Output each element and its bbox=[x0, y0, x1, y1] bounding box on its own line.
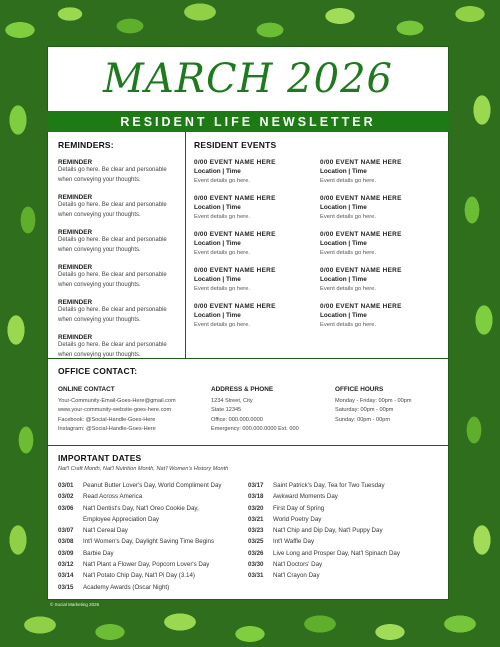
reminder-details: Details go here. Be clear and personable when conveying your thoughts. bbox=[58, 272, 167, 288]
online-contact-line[interactable]: Instagram: @Social-Handle-Goes-Here bbox=[58, 426, 156, 432]
event-location-time: Location | Time bbox=[320, 168, 367, 175]
event-details: Event details go here. bbox=[320, 178, 377, 184]
reminder-item bbox=[58, 194, 175, 220]
date-label: 03/09 bbox=[58, 549, 74, 557]
date-row bbox=[58, 491, 240, 502]
address-phone bbox=[211, 385, 335, 435]
event-details: Event details go here. bbox=[320, 286, 377, 292]
reminder-details: Details go here. Be clear and personable when conveying your thoughts. bbox=[58, 202, 167, 218]
event-details: Event details go here. bbox=[194, 214, 251, 220]
reminder-details: Details go here. Be clear and personable when conveying your thoughts. bbox=[58, 307, 167, 323]
date-observance: Nat'l Crayon Day bbox=[273, 572, 320, 580]
event-item bbox=[194, 267, 314, 292]
event-item bbox=[194, 195, 314, 220]
event-name: 0/00 EVENT NAME HERE bbox=[320, 195, 402, 202]
date-row bbox=[248, 570, 430, 581]
reminder-title: REMINDER bbox=[58, 194, 93, 201]
address-line: State 12345 bbox=[211, 407, 242, 413]
date-row bbox=[58, 559, 240, 570]
event-name: 0/00 EVENT NAME HERE bbox=[194, 195, 276, 202]
address-heading: ADDRESS & PHONE bbox=[211, 386, 274, 393]
date-label: 03/31 bbox=[248, 572, 264, 580]
hours-line: Sunday: 00pm - 00pm bbox=[335, 416, 391, 423]
event-name: 0/00 EVENT NAME HERE bbox=[320, 231, 402, 238]
event-details: Event details go here. bbox=[194, 322, 251, 328]
reminders-panel bbox=[48, 132, 186, 358]
event-details: Event details go here. bbox=[194, 286, 251, 292]
reminder-title: REMINDER bbox=[58, 264, 93, 271]
event-details: Event details go here. bbox=[194, 250, 251, 256]
events-grid bbox=[194, 159, 440, 328]
online-contact-line[interactable]: www.your-community-website-goes-here.com bbox=[58, 407, 172, 413]
reminder-item bbox=[58, 229, 175, 255]
event-item bbox=[194, 303, 314, 328]
date-observance: Nat'l Plant a Flower Day, Popcorn Lover's Day bbox=[83, 561, 210, 569]
date-label: 03/01 bbox=[58, 482, 74, 489]
date-label: 03/06 bbox=[58, 504, 74, 512]
date-label bbox=[58, 514, 83, 525]
date-observance: Nat'l Dentist's Day, Nat'l Oreo Cookie Day, bbox=[83, 504, 199, 512]
events-panel bbox=[186, 132, 448, 358]
event-item bbox=[194, 159, 314, 184]
date-label: 03/14 bbox=[58, 572, 74, 580]
dates-right-column bbox=[248, 480, 438, 593]
reminder-item bbox=[58, 264, 175, 290]
event-name: 0/00 EVENT NAME HERE bbox=[194, 267, 276, 274]
date-row bbox=[248, 503, 430, 514]
date-row bbox=[248, 514, 430, 525]
event-item bbox=[320, 231, 440, 256]
date-label: 03/23 bbox=[248, 527, 264, 535]
date-observance: Nat'l Doctors' Day bbox=[273, 561, 323, 569]
address-line: Emergency: 000.000.0000 Ext. 000 bbox=[211, 426, 299, 432]
event-name: 0/00 EVENT NAME HERE bbox=[194, 231, 276, 238]
date-observance: Peanut Butter Lover's Day, World Compliment Day bbox=[83, 482, 222, 489]
date-row bbox=[248, 525, 430, 536]
reminder-title: REMINDER bbox=[58, 229, 93, 236]
date-row bbox=[58, 570, 240, 581]
date-label: 03/08 bbox=[58, 538, 74, 546]
online-contact-line[interactable]: Facebook: @Social-Handle-Goes-Here bbox=[58, 416, 156, 423]
event-location-time: Location | Time bbox=[320, 276, 367, 283]
hours-line: Monday - Friday: 00pm - 00pm bbox=[335, 397, 412, 404]
reminder-title: REMINDER bbox=[58, 334, 93, 341]
date-label: 03/21 bbox=[248, 515, 264, 523]
online-contact-heading: ONLINE CONTACT bbox=[58, 386, 115, 393]
important-dates-section bbox=[48, 446, 448, 600]
date-observance: Academy Awards (Oscar Night) bbox=[83, 583, 170, 591]
office-hours-heading: OFFICE HOURS bbox=[335, 386, 384, 393]
date-label: 03/18 bbox=[248, 493, 264, 501]
date-row bbox=[248, 480, 430, 491]
date-row bbox=[58, 514, 240, 525]
office-heading: OFFICE CONTACT: bbox=[58, 366, 138, 376]
event-item bbox=[320, 267, 440, 292]
date-row bbox=[58, 503, 240, 514]
date-label: 03/07 bbox=[58, 527, 74, 535]
reminder-details: Details go here. Be clear and personable when conveying your thoughts. bbox=[58, 237, 167, 253]
date-observance: Live Long and Prosper Day, Nat'l Spinach Day bbox=[273, 549, 400, 557]
event-details: Event details go here. bbox=[194, 178, 251, 184]
date-observance: Read Across America bbox=[83, 493, 143, 501]
event-location-time: Location | Time bbox=[194, 204, 241, 211]
address-line: Office: 000.000.0000 bbox=[211, 416, 263, 423]
date-row bbox=[58, 548, 240, 559]
events-heading: RESIDENT EVENTS bbox=[194, 140, 277, 150]
dates-subtitle: Nat'l Craft Month, Nat'l Nutrition Month, Nat'l Women's History Month bbox=[58, 466, 229, 472]
newsletter-banner: RESIDENT LIFE NEWSLETTER bbox=[47, 111, 449, 132]
reminders-list bbox=[58, 159, 175, 360]
date-observance: Nat'l Potato Chip Day, Nat'l Pi Day (3.14) bbox=[83, 572, 195, 580]
date-row bbox=[58, 536, 240, 547]
event-item bbox=[320, 195, 440, 220]
date-observance: Barbie Day bbox=[83, 549, 114, 557]
newsletter-page bbox=[47, 46, 449, 600]
event-location-time: Location | Time bbox=[320, 240, 367, 247]
date-label: 03/02 bbox=[58, 493, 74, 501]
date-observance: First Day of Spring bbox=[273, 504, 325, 512]
event-item bbox=[320, 303, 440, 328]
date-label: 03/30 bbox=[248, 561, 264, 569]
office-hours bbox=[335, 385, 411, 435]
date-row bbox=[248, 491, 430, 502]
date-observance: Awkward Moments Day bbox=[273, 493, 338, 501]
address-line: 1234 Street, City bbox=[211, 397, 253, 404]
page-title: MARCH 2026 bbox=[103, 56, 393, 102]
date-label: 03/25 bbox=[248, 538, 264, 546]
date-label: 03/26 bbox=[248, 549, 264, 557]
date-row bbox=[58, 525, 240, 536]
office-contact-section bbox=[48, 359, 448, 445]
event-location-time: Location | Time bbox=[194, 168, 241, 175]
date-row bbox=[248, 536, 430, 547]
reminders-heading: REMINDERS: bbox=[58, 140, 114, 150]
reminder-title: REMINDER bbox=[58, 299, 93, 306]
date-label: 03/17 bbox=[248, 482, 264, 489]
date-observance: World Poetry Day bbox=[273, 515, 322, 523]
event-name: 0/00 EVENT NAME HERE bbox=[320, 267, 402, 274]
event-location-time: Location | Time bbox=[194, 276, 241, 283]
event-location-time: Location | Time bbox=[320, 204, 367, 211]
event-name: 0/00 EVENT NAME HERE bbox=[194, 159, 276, 166]
dates-left-column bbox=[58, 480, 248, 593]
reminder-title: REMINDER bbox=[58, 159, 93, 166]
reminder-details: Details go here. Be clear and personable when conveying your thoughts. bbox=[58, 342, 167, 358]
event-item bbox=[320, 159, 440, 184]
date-row bbox=[248, 548, 430, 559]
hours-line: Saturday: 00pm - 00pm bbox=[335, 407, 394, 413]
reminder-item bbox=[58, 299, 175, 325]
date-label: 03/15 bbox=[58, 583, 74, 591]
date-observance: Nat'l Chip and Dip Day, Nat'l Puppy Day bbox=[273, 527, 383, 535]
event-name: 0/00 EVENT NAME HERE bbox=[320, 303, 402, 310]
online-contact-line[interactable]: Your-Community-Email-Goes-Here@gmail.com bbox=[58, 397, 176, 404]
event-location-time: Location | Time bbox=[194, 240, 241, 247]
event-details: Event details go here. bbox=[320, 322, 377, 328]
reminder-item bbox=[58, 334, 175, 360]
event-location-time: Location | Time bbox=[320, 312, 367, 319]
date-observance: Int'l Waffle Day bbox=[273, 538, 315, 546]
reminder-details: Details go here. Be clear and personable when conveying your thoughts. bbox=[58, 167, 167, 183]
event-item bbox=[194, 231, 314, 256]
date-observance: Int'l Women's Day, Daylight Saving Time Begins bbox=[83, 538, 215, 546]
top-section bbox=[48, 132, 448, 358]
date-label: 03/12 bbox=[58, 561, 74, 569]
event-details: Event details go here. bbox=[320, 250, 377, 256]
event-details: Event details go here. bbox=[320, 214, 377, 220]
event-location-time: Location | Time bbox=[194, 312, 241, 319]
dates-heading: IMPORTANT DATES bbox=[58, 453, 142, 463]
date-observance: Employee Appreciation Day bbox=[83, 515, 160, 523]
copyright: © Social Marketing 2026 bbox=[50, 602, 100, 607]
reminder-item bbox=[58, 159, 175, 185]
date-observance: Saint Patrick's Day, Tea for Two Tuesday bbox=[273, 482, 385, 489]
date-row bbox=[58, 480, 240, 491]
date-label: 03/20 bbox=[248, 504, 264, 512]
date-row bbox=[248, 559, 430, 570]
event-name: 0/00 EVENT NAME HERE bbox=[194, 303, 276, 310]
date-observance: Nat'l Cereal Day bbox=[83, 527, 128, 535]
date-row bbox=[58, 582, 240, 593]
online-contact bbox=[58, 385, 211, 435]
event-name: 0/00 EVENT NAME HERE bbox=[320, 159, 402, 166]
